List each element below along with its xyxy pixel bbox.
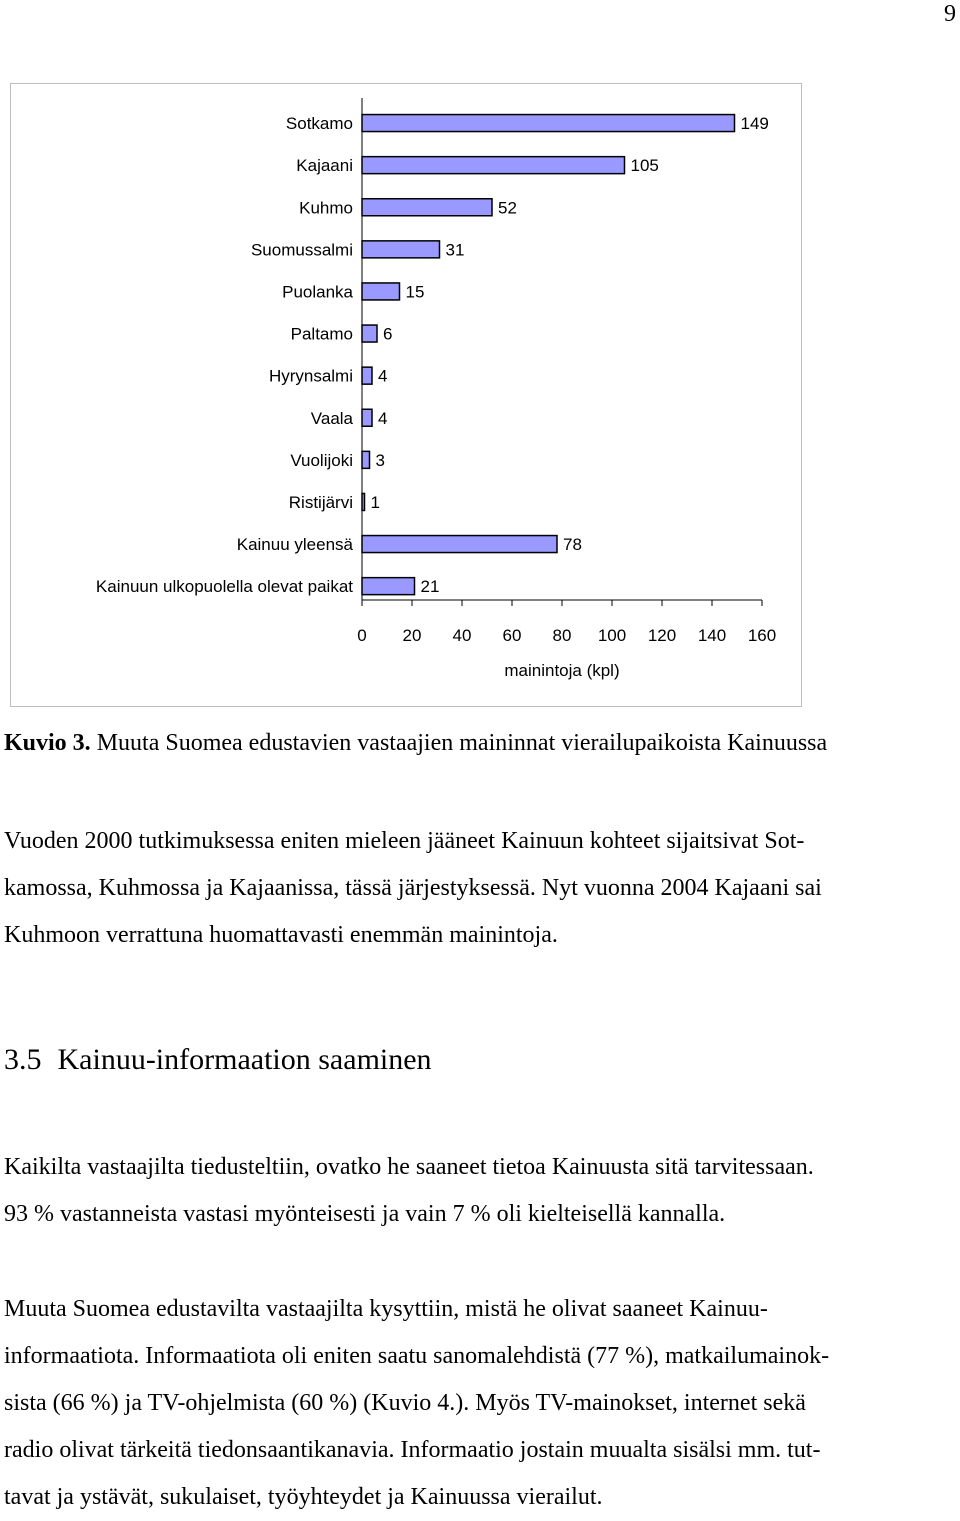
- paragraph-2-line: Kaikilta vastaajilta tiedusteltiin, ovatko he saaneet tietoa Kainuusta sitä tarvitessaan.: [4, 1154, 814, 1180]
- category-label: Vaala: [310, 408, 353, 428]
- bar-value-label: 21: [420, 577, 440, 597]
- bar: [362, 367, 372, 384]
- bar: [362, 451, 370, 468]
- x-tick-label: 160: [747, 626, 777, 645]
- x-tick-label: 40: [452, 626, 472, 645]
- bar-value-label: 4: [378, 408, 388, 428]
- x-tick-label: 20: [402, 626, 422, 645]
- section-number: 3.5: [4, 1043, 42, 1076]
- category-label: Paltamo: [290, 324, 353, 344]
- bar: [362, 241, 440, 258]
- category-label: Sotkamo: [285, 114, 353, 134]
- bar-value-label: 31: [445, 240, 465, 260]
- section-heading: [4, 1040, 432, 1080]
- section-title: Kainuu-informaation saaminen: [57, 1043, 432, 1076]
- paragraph-2-line: 93 % vastanneista vastasi myönteisesti ja vain 7 % oli kielteisellä kannalla.: [4, 1201, 726, 1227]
- bar: [362, 325, 377, 342]
- bar: [362, 115, 735, 132]
- x-tick-label: 60: [502, 626, 522, 645]
- bar-value-label: 4: [378, 366, 388, 386]
- paragraph-3-line: tavat ja ystävät, sukulaiset, työyhteydet ja Kainuussa vierailut.: [4, 1484, 603, 1510]
- bar-chart: [11, 84, 801, 706]
- bar-value-label: 149: [740, 114, 769, 134]
- paragraph-3-line: Muuta Suomea edustavilta vastaajilta kysyttiin, mistä he olivat saaneet Kainuu-: [4, 1296, 768, 1322]
- bar-value-label: 78: [563, 535, 582, 555]
- x-axis-title: mainintoja (kpl): [504, 661, 620, 680]
- figure-caption-label: Kuvio 3.: [4, 730, 91, 756]
- x-tick-label: 140: [697, 626, 727, 645]
- bar-value-label: 105: [630, 156, 659, 176]
- x-tick-label: 100: [597, 626, 627, 645]
- x-tick-label: 0: [357, 626, 367, 645]
- paragraph-1-line: Vuoden 2000 tutkimuksessa eniten mieleen jääneet Kainuun kohteet sijaitsivat Sot-: [4, 828, 805, 854]
- bar: [362, 578, 415, 595]
- paragraph-2: [4, 1144, 954, 1238]
- bar-value-label: 6: [383, 324, 393, 344]
- bar-value-label: 52: [498, 198, 517, 218]
- category-label: Vuolijoki: [290, 450, 353, 470]
- bar-value-label: 3: [375, 450, 385, 470]
- paragraph-1-line: Kuhmoon verrattuna huomattavasti enemmän mainintoja.: [4, 922, 558, 948]
- bar: [362, 409, 372, 426]
- bar: [362, 157, 625, 174]
- category-label: Suomussalmi: [250, 240, 353, 260]
- category-label: Hyrynsalmi: [268, 366, 353, 386]
- figure-caption: [4, 728, 954, 758]
- bar: [362, 536, 557, 553]
- bar-chart-frame: [10, 83, 802, 707]
- paragraph-3-line: informaatiota. Informaatiota oli eniten saatu sanomalehdistä (77 %), matkailumainok-: [4, 1343, 830, 1369]
- paragraph-1: [4, 818, 954, 959]
- category-label: Ristijärvi: [288, 492, 353, 512]
- paragraph-3: [4, 1286, 954, 1521]
- paragraph-1-line: kamossa, Kuhmossa ja Kajaanissa, tässä järjestyksessä. Nyt vuonna 2004 Kajaani sai: [4, 875, 822, 901]
- bar-value-label: 1: [370, 492, 380, 512]
- paragraph-3-line: sista (66 %) ja TV-ohjelmista (60 %) (Kuvio 4.). Myös TV-mainokset, internet sekä: [4, 1390, 806, 1416]
- category-label: Puolanka: [282, 282, 353, 302]
- figure-caption-text: Muuta Suomea edustavien vastaajien maininnat vierailupaikoista Kainuussa: [96, 730, 828, 756]
- category-label: Kuhmo: [299, 198, 353, 218]
- bar-value-label: 15: [405, 282, 425, 302]
- category-label: Kajaani: [296, 156, 353, 176]
- category-label: Kainuun ulkopuolella olevat paikat: [95, 577, 353, 597]
- category-label: Kainuu yleensä: [236, 535, 353, 555]
- page-number: 9: [944, 1, 956, 27]
- bar: [362, 283, 400, 300]
- bar: [362, 199, 492, 216]
- paragraph-3-line: radio olivat tärkeitä tiedonsaantikanavia. Informaatio jostain muualta sisälsi mm. tut-: [4, 1437, 821, 1463]
- x-tick-label: 80: [552, 626, 572, 645]
- x-tick-label: 120: [647, 626, 677, 645]
